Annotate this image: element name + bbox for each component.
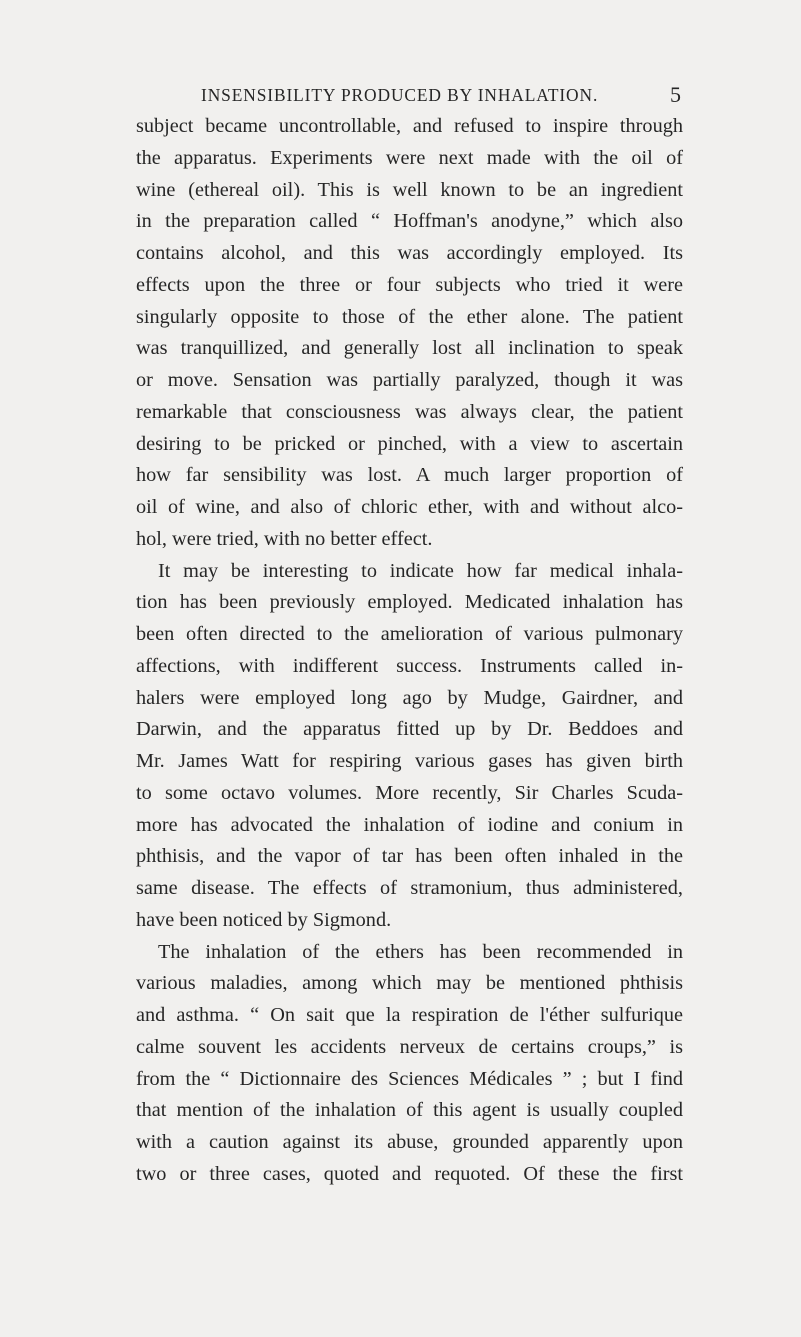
text-line: remarkable that consciousness was always clear, the patient bbox=[136, 400, 683, 423]
text-line: subject became uncontrollable, and refused to inspire through bbox=[136, 115, 683, 137]
text-line: tion has been previously employed. Medicated inhalation has bbox=[136, 591, 683, 614]
text-line: was tranquillized, and generally lost all inclination to speak bbox=[136, 337, 683, 360]
text-line: that mention of the inhalation of this agent is usually coupled bbox=[136, 1099, 683, 1122]
page-number: 5 bbox=[670, 82, 681, 107]
text-line: to some octavo volumes. More recently, Sir Charles Scuda- bbox=[136, 781, 683, 804]
text-line: affections, with indifferent success. Instruments called in- bbox=[136, 654, 683, 677]
text-line: desiring to be pricked or pinched, with a view to ascertain bbox=[136, 432, 683, 455]
running-head bbox=[135, 79, 681, 111]
paragraph-2 bbox=[136, 556, 683, 937]
text-line: The inhalation of the ethers has been recommended in bbox=[158, 940, 683, 963]
text-line: It may be interesting to indicate how far medical inhala- bbox=[158, 559, 683, 582]
text-line: various maladies, among which may be mentioned phthisis bbox=[136, 972, 683, 995]
text-line: more has advocated the inhalation of iodine and conium in bbox=[136, 813, 683, 836]
text-line: how far sensibility was lost. A much larger proportion of bbox=[136, 464, 683, 487]
text-line: effects upon the three or four subjects who tried it were bbox=[136, 273, 683, 296]
text-line: have been noticed by Sigmond. bbox=[136, 908, 392, 931]
paragraph-1 bbox=[136, 111, 683, 556]
text-line: same disease. The effects of stramonium, thus administered, bbox=[136, 877, 683, 899]
text-line: and asthma. “ On sait que la respiration de l'éther sulfurique bbox=[136, 1004, 683, 1026]
text-line: been often directed to the amelioration of various pulmonary bbox=[136, 623, 683, 645]
text-line: hol, were tried, with no better effect. bbox=[136, 527, 433, 550]
text-line: in the preparation called “ Hoffman's anodyne,” which also bbox=[136, 210, 683, 233]
text-line: contains alcohol, and this was accordingly employed. Its bbox=[136, 242, 683, 264]
text-line: or move. Sensation was partially paralyzed, though it was bbox=[136, 369, 683, 391]
text-line: with a caution against its abuse, grounded apparently upon bbox=[136, 1131, 683, 1153]
text-line: phthisis, and the vapor of tar has been often inhaled in the bbox=[136, 845, 683, 868]
text-line: Darwin, and the apparatus fitted up by Dr. Beddoes and bbox=[136, 718, 683, 741]
paragraph-3 bbox=[136, 937, 683, 1191]
text-line: the apparatus. Experiments were next made with the oil of bbox=[136, 146, 683, 169]
body-text bbox=[136, 111, 683, 1191]
text-line: oil of wine, and also of chloric ether, with and without alco- bbox=[136, 496, 683, 518]
text-line: singularly opposite to those of the ether alone. The patient bbox=[136, 305, 683, 328]
text-line: from the “ Dictionnaire des Sciences Médicales ” ; but I find bbox=[136, 1067, 683, 1090]
text-line: halers were employed long ago by Mudge, Gairdner, and bbox=[136, 686, 683, 709]
text-line: Mr. James Watt for respiring various gases has given birth bbox=[136, 750, 683, 772]
text-line: calme souvent les accidents nerveux de certains croups,” is bbox=[136, 1035, 683, 1058]
text-line: two or three cases, quoted and requoted. Of these the first bbox=[136, 1162, 683, 1185]
running-title: INSENSIBILITY PRODUCED BY INHALATION. bbox=[201, 85, 599, 105]
text-line: wine (ethereal oil). This is well known to be an ingredient bbox=[136, 178, 683, 201]
